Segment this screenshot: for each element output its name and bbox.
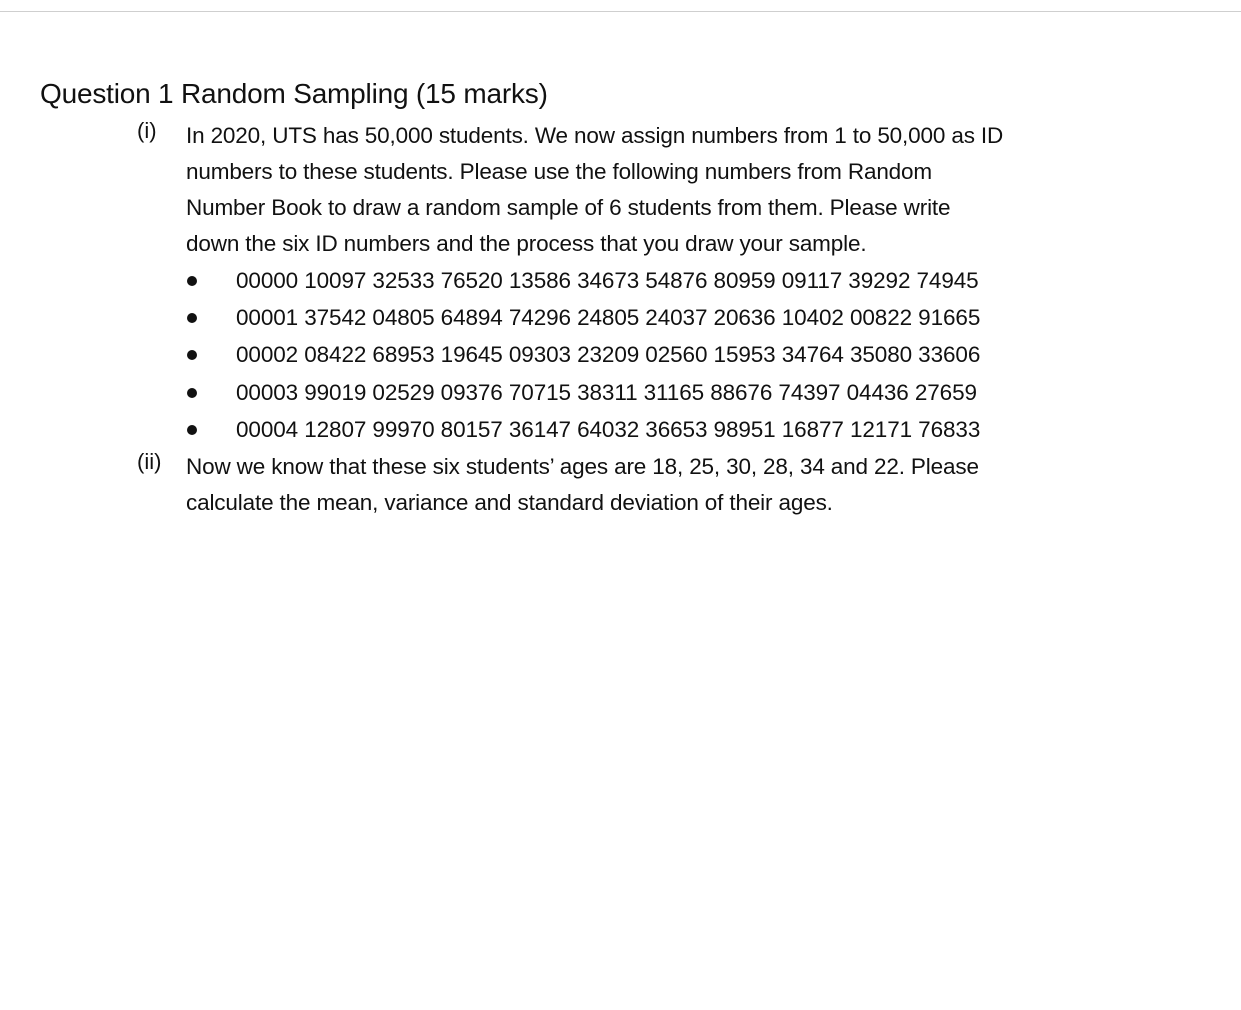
bullet-icon	[187, 350, 197, 360]
question-title: Question 1 Random Sampling (15 marks)	[40, 78, 548, 109]
random-number-row	[0, 412, 1241, 449]
random-number-row	[0, 263, 1241, 300]
part-i-line: Number Book to draw a random sample of 6 students from them. Please write	[186, 195, 951, 220]
bullet-icon	[187, 313, 197, 323]
random-number-text: 00001 37542 04805 64894 74296 24805 24037 20636 10402 00822 91665	[236, 305, 981, 331]
bullet-icon	[187, 276, 197, 286]
part-ii-label: (ii)	[137, 449, 162, 474]
random-number-text: 00002 08422 68953 19645 09303 23209 02560 15953 34764 35080 33606	[236, 342, 981, 368]
random-number-row	[0, 337, 1241, 374]
part-ii-line: Now we know that these six students’ ages are 18, 25, 30, 28, 34 and 22. Please	[186, 454, 979, 479]
part-i-label: (i)	[137, 118, 157, 143]
part-i-text	[186, 118, 1106, 262]
part-ii-line: calculate the mean, variance and standard deviation of their ages.	[186, 490, 833, 515]
random-number-row	[0, 300, 1241, 337]
random-number-text: 00003 99019 02529 09376 70715 38311 31165 88676 74397 04436 27659	[236, 379, 977, 405]
random-number-text: 00000 10097 32533 76520 13586 34673 54876 80959 09117 39292 74945	[236, 268, 979, 293]
part-ii-text	[186, 449, 1106, 521]
random-number-row	[0, 375, 1241, 412]
part-i-line: In 2020, UTS has 50,000 students. We now assign numbers from 1 to 50,000 as ID	[186, 123, 1004, 148]
part-i-line: numbers to these students. Please use the following numbers from Random	[186, 159, 933, 184]
top-divider	[0, 11, 1241, 12]
bullet-icon	[187, 425, 197, 435]
part-i-line: down the six ID numbers and the process that you draw your sample.	[186, 231, 867, 256]
random-number-text: 00004 12807 99970 80157 36147 64032 36653 98951 16877 12171 76833	[236, 416, 981, 442]
bullet-icon	[187, 388, 197, 398]
random-number-list	[0, 263, 1241, 449]
